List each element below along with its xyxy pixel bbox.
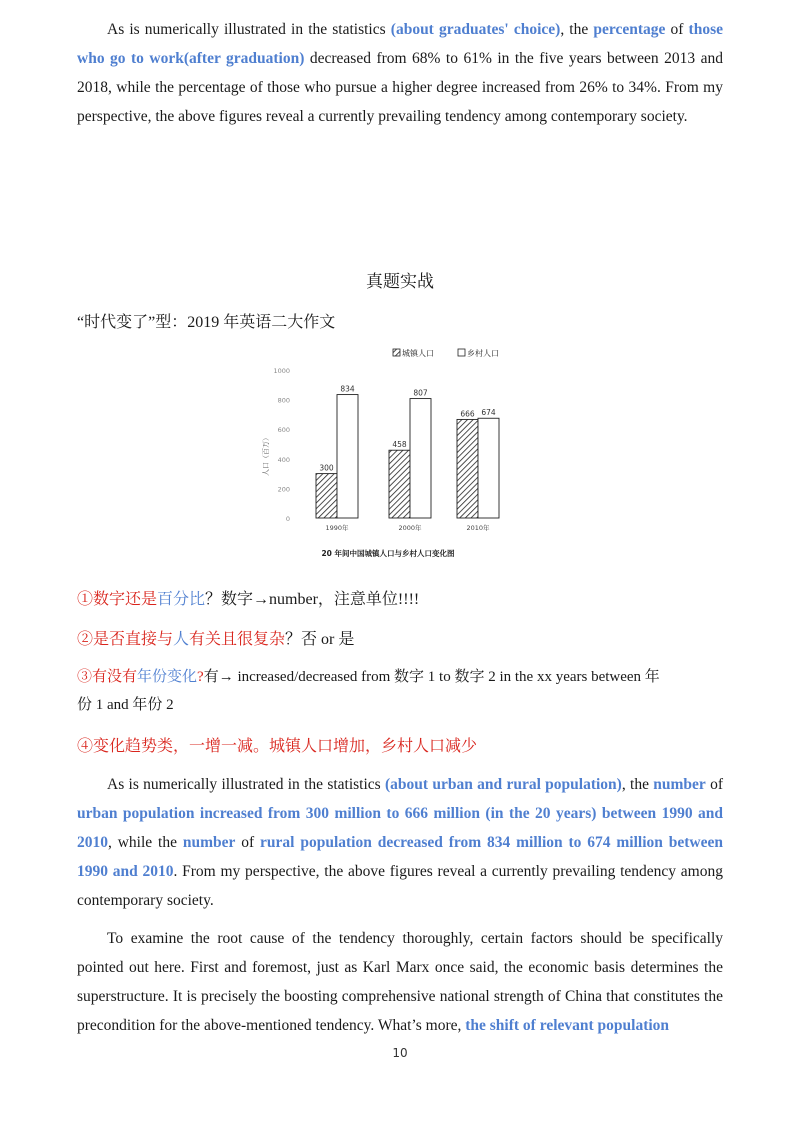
y-tick-label: 800 [277, 396, 290, 405]
highlight-percentage: percentage [593, 21, 666, 38]
y-axis [273, 367, 290, 523]
y-tick-label: 400 [277, 455, 290, 464]
chart-legend [393, 348, 499, 358]
x-tick-label: 2000年 [398, 524, 422, 532]
paragraph-population: As is numerically illustrated in the statistics (about urban and rural population), the number of urban population increased from 300 million to 666 million (in the 20 years) between 1990 and 2010, while the number of rural population decreased from 834 million to 674 million between 1990 and 2010. From my perspective, the above figures reveal a currently prevailing tendency among contemporary society. [77, 776, 724, 909]
y-tick-label: 0 [285, 515, 290, 523]
legend-label-rural: 乡村人口 [467, 349, 499, 358]
note-4: ④变化趋势类，一增一减。城镇人口增加，乡村人口减少 [77, 738, 478, 755]
page-number: 10 [392, 1046, 408, 1060]
legend-swatch-urban [393, 349, 400, 356]
bar-value-label: 834 [340, 384, 355, 394]
note-2: ②是否直接与人有关且很复杂？否 or 是 [77, 631, 355, 648]
paragraph-root-cause: To examine the root cause of the tendency thoroughly, certain factors should be specifically pointed out here. First and foremost, just as Karl Marx once said, the economic basis determines the superstructure. It is precisely the boosting comprehensive national strength of China that constitutes the precondition for the above-mentioned tendency. What’s more, the shift of relevant population [77, 930, 723, 1034]
highlight-subject: those who go to work(after graduation) [77, 21, 723, 67]
legend-swatch-rural [458, 349, 465, 356]
section-title: 真题实战 [366, 272, 434, 291]
chart-title: 20 年间中国城镇人口与乡村人口变化图 [321, 549, 455, 558]
legend-label-urban: 城镇人口 [402, 349, 434, 358]
y-tick-label: 1000 [273, 367, 290, 375]
bar-value-label: 674 [481, 408, 496, 418]
bar-rural-1990年 [337, 395, 358, 518]
bar-value-label: 458 [392, 440, 407, 450]
note-1: ①数字还是百分比？数字→number，注意单位!!!! [77, 591, 420, 608]
y-tick-label: 600 [277, 426, 290, 435]
bars-group [316, 385, 499, 532]
population-bar-chart [258, 340, 528, 570]
bar-urban-2010年 [457, 419, 478, 518]
note-3-line2: 份 1 and 年份 2 [77, 697, 174, 713]
paragraph-graduates-choice: As is numerically illustrated in the statistics (about graduates' choice), the percentage of those who go to work(after graduation) decreased from 68% to 61% in the five years between 2013 and 2018, while the percentage of those who pursue a higher degree increased from 26% to 34%. From my perspective, the above figures reveal a currently prevailing tendency among contemporary society. [77, 21, 723, 125]
x-tick-label: 1990年 [325, 524, 349, 532]
note-3-line1: ③有没有年份变化?有→ increased/decreased from 数字 1 to 数字 2 in the xx years between 年 [77, 669, 660, 685]
bar-value-label: 666 [460, 409, 475, 419]
highlight-topic: (about graduates' choice) [390, 21, 561, 38]
y-tick-label: 200 [277, 485, 290, 494]
bar-value-label: 807 [413, 388, 428, 398]
bar-rural-2000年 [410, 399, 431, 518]
y-axis-label: 人口（百万） [262, 434, 270, 476]
bar-urban-1990年 [316, 474, 337, 518]
x-tick-label: 2010年 [466, 524, 490, 532]
bar-value-label: 300 [319, 463, 334, 473]
exam-subtitle: “时代变了”型：2019 年英语二大作文 [77, 314, 336, 331]
bar-urban-2000年 [389, 450, 410, 518]
bar-rural-2010年 [478, 418, 499, 518]
